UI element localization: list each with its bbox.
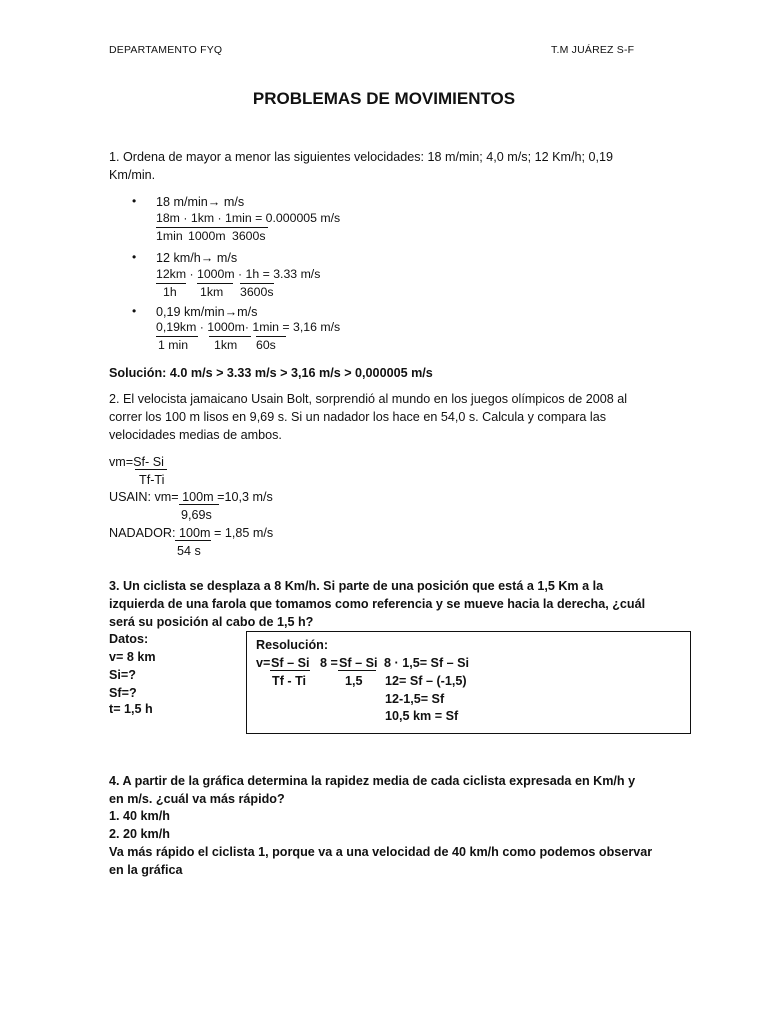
usain-numerator: 100m [182,490,214,504]
fraction-bar [156,227,268,228]
usain-result: =10,3 m/s [213,490,273,504]
problem-2-statement: 2. El velocista jamaicano Usain Bolt, sorprendió al mundo en los juegos olímpicos de 2008 al correr los 100 m lisos en 9,69 s. Si un nadador los hace en 54,0 s. Calcula y compara las velocidades medias de ambos. [109,392,628,442]
data-title: Datos: [109,632,149,646]
answer-item: 1. 40 km/h [109,809,170,823]
conversion-1-numerator: 18m · 1km · 1min = 0.000005 m/s [156,211,341,225]
problem-1-solution: Solución: 4.0 m/s > 3.33 m/s > 3,16 m/s > 0,000005 m/s [109,366,433,380]
problem-3-statement: 3. Un ciclista se desplaza a 8 Km/h. Si parte de una posición que está a 1,5 Km a la izquierda de una farola que tomamos como referencia y se mueve hacia la derecha, ¿cuál será su posición al cabo de 1,5 h? [109,579,646,629]
conversion-3-den-c: 60s [256,338,276,352]
bullet-marker: • [132,304,137,318]
conversion-3-numerator: 0,19km · 1000m· 1min = 3,16 m/s [156,320,341,334]
velocity-formula-denominator: Tf-Ti [139,473,165,487]
swimmer-label: NADADOR: [109,526,179,540]
resolution-eq-prefix: 8 = [320,656,338,670]
problem-1-statement: 1. Ordena de mayor a menor las siguientes velocidades: 18 m/min; 4,0 m/s; 12 Km/h; 0,19 Km/min. [109,150,614,182]
resolution-step-3: 12-1,5= Sf [385,692,445,706]
bullet-marker: • [132,250,137,264]
answer-item: 2. 20 km/h [109,827,170,841]
fraction-bar [240,283,274,284]
fraction-bar [270,670,310,671]
conversion-1-heading: 18 m/min→ m/s [156,195,245,209]
swimmer-denominator: 54 s [177,544,201,558]
fraction-bar [179,504,219,505]
fraction-bar [175,540,211,541]
problem-4-statement: 4. A partir de la gráfica determina la rapidez media de cada ciclista expresada en Km/h y en m/s. ¿cuál va más rápido? [109,774,636,806]
resolution-eq-denominator: 1,5 [345,674,363,688]
fraction-bar [156,336,198,337]
bullet-marker: • [132,194,137,208]
resolution-title: Resolución: [256,638,329,652]
conversion-1-den-b: 1000m [188,229,226,243]
header-author: T.M JUÁREZ S-F [551,44,635,56]
conversion-2-den-c: 3600s [240,285,274,299]
swimmer-result: = 1,85 m/s [210,526,274,540]
conversion-1-den-a: 1min [156,229,183,243]
fraction-bar [197,283,233,284]
usain-label: USAIN: vm= [109,490,183,504]
fraction-bar [209,336,251,337]
fraction-bar [256,336,286,337]
resolution-eq-numerator: Sf – Si [339,656,378,670]
conversion-3-den-b: 1km [214,338,238,352]
data-item: t= 1,5 h [109,702,153,716]
resolution-step-2: 12= Sf – (-1,5) [385,674,467,688]
data-item: Si=? [109,668,136,682]
velocity-formula-numerator: vm=Sf- Si [109,455,164,469]
conversion-2-den-a: 1h [163,285,177,299]
page-title: PROBLEMAS DE MOVIMIENTOS [252,89,516,108]
conversion-1-den-c: 3600s [232,229,266,243]
conversion-2-numerator: 12km · 1000m · 1h = 3.33 m/s [156,267,321,281]
resolution-formula-numerator: Sf – Si [271,656,310,670]
fraction-bar [156,283,186,284]
data-item: v= 8 km [109,650,156,664]
resolution-step-1: 8 · 1,5= Sf – Si [384,656,470,670]
resolution-v-prefix: v= [256,656,271,670]
resolution-step-4: 10,5 km = Sf [385,709,459,723]
fraction-bar [338,670,376,671]
conversion-2-den-b: 1km [200,285,224,299]
swimmer-numerator: 100m [178,526,211,540]
header-department: DEPARTAMENTO FYQ [109,44,223,56]
conversion-3-den-a: 1 min [158,338,189,352]
usain-denominator: 9,69s [181,508,212,522]
conversion-2-heading: 12 km/h→ m/s [156,251,238,265]
data-item: Sf=? [109,686,137,700]
resolution-formula-denominator: Tf - Ti [272,674,307,688]
problem-4-conclusion: Va más rápido el ciclista 1, porque va a una velocidad de 40 km/h como podemos observar en la gráfica [109,845,653,877]
fraction-bar [135,469,167,470]
conversion-3-heading: 0,19 km/min→m/s [156,305,258,319]
